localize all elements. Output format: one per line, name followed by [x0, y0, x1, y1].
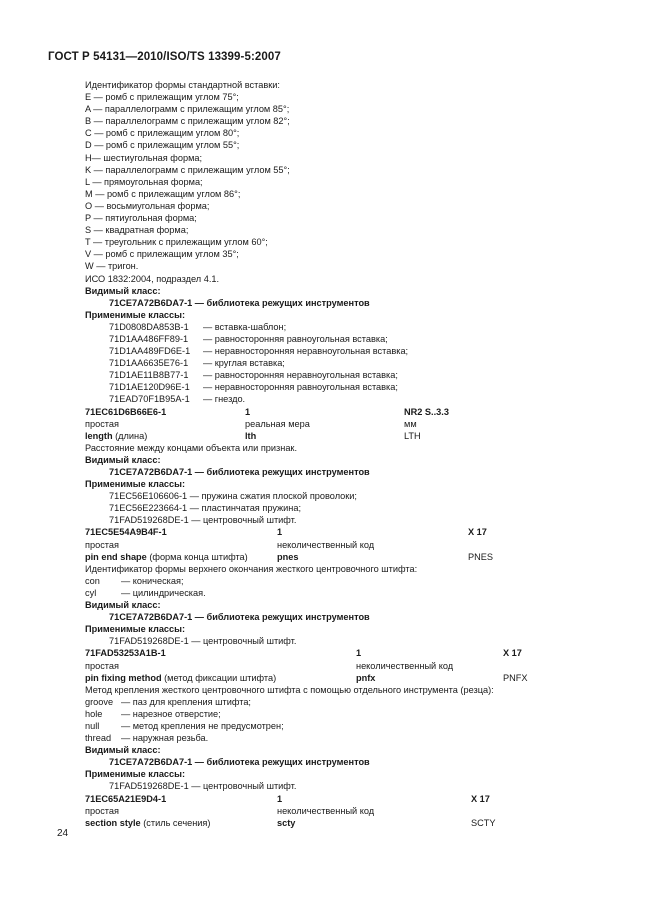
entry3-name-row [85, 672, 565, 684]
entry4-id: 71EC65A21E9D4-1 [85, 793, 167, 804]
library-line: 71CE7A72B6DA7-1 — библиотека режущих инструментов [109, 297, 370, 308]
intro-line: M — ромб с прилежащим углом 86°; [85, 188, 241, 199]
entry2-type-row [85, 539, 565, 551]
value-desc: — наружная резьба. [121, 733, 209, 744]
value-item [85, 708, 565, 720]
intro-line: L — прямоугольная форма; [85, 176, 203, 187]
intro-line: D — ромб с прилежащим углом 55°; [85, 140, 240, 151]
class-item [85, 393, 565, 405]
entry2-version: 1 [277, 527, 283, 538]
class-code: 71EAD70F1B95A-1 [109, 394, 190, 405]
class-item [85, 381, 565, 393]
entry2-name: pin end shape [85, 551, 147, 562]
class-code: 71D1AA489FD6E-1 [109, 346, 191, 357]
entry1-type-row [85, 418, 565, 430]
class-desc: — круглая вставка; [203, 358, 285, 369]
entry1-symbol: lth [245, 430, 257, 441]
entry1-header [85, 406, 565, 418]
visible-class-label: Видимый класс: [85, 285, 161, 296]
entry4-name: section style [85, 817, 141, 828]
entry1-kind: реальная мера [245, 418, 310, 429]
value-item [85, 732, 565, 744]
visible-class-label: Видимый класс: [85, 454, 161, 465]
entry1-format: NR2 S..3.3 [404, 406, 449, 417]
entry1-definition: Расстояние между концами объекта или признак. [85, 442, 298, 453]
intro-line: H— шестиугольная форма; [85, 152, 203, 163]
class-item [85, 333, 565, 345]
entry2-id: 71EC5E54A9B4F-1 [85, 527, 167, 538]
intro-line: S — квадратная форма; [85, 225, 189, 236]
library-line: 71CE7A72B6DA7-1 — библиотека режущих инструментов [109, 467, 370, 477]
intro-line: T — треугольник с прилежащим углом 60°; [85, 237, 268, 248]
class-desc: — равносторонняя неравноугольная вставка; [203, 370, 398, 381]
class-item [85, 369, 565, 381]
entry1-symbol2: LTH [404, 430, 421, 441]
value-desc: — паз для крепления штифта; [121, 696, 251, 707]
class-item [85, 321, 565, 333]
visible-class-label: Видимый класс: [85, 600, 161, 611]
page-number: 24 [57, 828, 69, 839]
intro-line: K — параллелограмм с прилежащим углом 55°; [85, 164, 290, 175]
intro-line: P — пятиугольная форма; [85, 213, 197, 224]
intro-line: Идентификатор формы стандартной вставки: [85, 80, 280, 90]
value-desc: — цилиндрическая. [121, 587, 206, 598]
class-item: 71EC56E106606-1 — пружина сжатия плоской проволоки; [109, 491, 357, 502]
applicable-classes-label: Применимые классы: [85, 479, 186, 490]
entry3-name-ru: (метод фиксации штифта) [161, 672, 277, 683]
value-code: hole [85, 708, 103, 719]
value-item [85, 720, 565, 732]
document-header: ГОСТ Р 54131—2010/ISO/TS 13399-5:2007 [48, 51, 281, 63]
entry4-version: 1 [277, 793, 283, 804]
entry4-name-row [85, 817, 565, 829]
value-desc: — метод крепления не предусмотрен; [121, 720, 284, 731]
entry4-symbol: scty [277, 817, 296, 828]
entry1-version: 1 [245, 406, 251, 417]
entry3-symbol2: PNFX [503, 672, 528, 683]
applicable-classes-label: Применимые классы: [85, 309, 186, 320]
entry4-format: X 17 [471, 793, 490, 804]
intro-line: A — параллелограмм с прилежащим углом 85°; [85, 104, 290, 115]
intro-line: B — параллелограмм с прилежащим углом 82°; [85, 116, 290, 127]
entry3-type-row [85, 660, 565, 672]
entry1-type: простая [85, 418, 119, 429]
intro-line: W — тригон. [85, 261, 139, 272]
class-desc: — равносторонняя равноугольная вставка; [203, 333, 388, 344]
entry2-symbol2: PNES [468, 551, 494, 562]
entry3-definition: Метод крепления жесткого центровочного штифта с помощью отдельного инструмента (резца): [85, 684, 494, 695]
entry2-kind: неколичественный код [277, 539, 375, 550]
applicable-classes-label: Применимые классы: [85, 624, 186, 635]
intro-line: ИСО 1832:2004, подраздел 4.1. [85, 273, 220, 284]
applicable-classes-list [85, 321, 565, 406]
class-desc: — неравносторонняя неравноугольная вставка; [203, 346, 409, 357]
value-code: null [85, 720, 100, 731]
library-line: 71CE7A72B6DA7-1 — библиотека режущих инструментов [109, 757, 370, 768]
entry3-id: 71FAD53253A1B-1 [85, 648, 166, 659]
intro-line: E — ромб с прилежащим углом 75°; [85, 92, 239, 103]
entry1-name-row [85, 430, 565, 442]
value-item [85, 587, 565, 599]
entry2-name-ru: (форма конца штифта) [146, 551, 248, 562]
value-desc: — коническая; [121, 575, 184, 586]
entry1-unit: мм [404, 418, 417, 429]
value-code: cyl [85, 587, 97, 598]
entry3-version: 1 [356, 648, 362, 659]
entry4-symbol2: SCTY [471, 817, 496, 828]
value-code: groove [85, 696, 114, 707]
intro-list [85, 79, 565, 285]
applicable-classes-label: Применимые классы: [85, 769, 186, 780]
entry4-name-ru: (стиль сечения) [140, 817, 211, 828]
visible-class-label: Видимый класс: [85, 745, 161, 756]
entry4-type-row [85, 805, 565, 817]
class-item: 71EC56E223664-1 — пластинчатая пружина; [109, 503, 302, 514]
intro-line: V — ромб с прилежащим углом 35°; [85, 249, 239, 260]
entry3-type: простая [85, 660, 119, 671]
entry4-header [85, 793, 565, 805]
class-code: 71D0808DA853B-1 [109, 321, 189, 332]
class-code: 71D1AA486FF89-1 [109, 333, 189, 344]
entry3-kind: неколичественный код [356, 660, 454, 671]
entry3-symbol: pnfx [356, 672, 376, 683]
class-code: 71D1AE120D96E-1 [109, 382, 190, 393]
entry4-kind: неколичественный код [277, 805, 375, 816]
class-code: 71D1AE11B8B77-1 [109, 370, 189, 381]
value-code: con [85, 575, 100, 586]
entry3-header [85, 647, 565, 659]
intro-line: O — восьмиугольная форма; [85, 200, 210, 211]
entry2-definition: Идентификатор формы верхнего окончания жесткого центровочного штифта: [85, 563, 418, 574]
class-code: 71D1AA6635E76-1 [109, 358, 189, 369]
entry1-name-ru: (длина) [112, 430, 148, 441]
class-item: 71FAD519268DE-1 — центровочный штифт. [109, 781, 297, 792]
value-code: thread [85, 733, 112, 744]
class-item: 71FAD519268DE-1 — центровочный штифт. [109, 515, 297, 526]
class-item: 71FAD519268DE-1 — центровочный штифт. [109, 636, 297, 647]
entry1-id: 71EC61D6B66E6-1 [85, 406, 167, 417]
class-item [85, 345, 565, 357]
value-desc: — нарезное отверстие; [121, 708, 221, 719]
value-item [85, 575, 565, 587]
library-line: 71CE7A72B6DA7-1 — библиотека режущих инструментов [109, 612, 370, 623]
intro-line: C — ромб с прилежащим углом 80°; [85, 128, 240, 139]
class-desc: — вставка-шаблон; [203, 321, 287, 332]
class-desc: — гнездо. [203, 394, 246, 405]
entry1-name: length [85, 430, 113, 441]
value-item [85, 696, 565, 708]
page-content [85, 79, 565, 829]
entry2-format: X 17 [468, 527, 487, 538]
entry2-name-row [85, 551, 565, 563]
class-desc: — неравносторонняя равноугольная вставка; [203, 382, 398, 393]
entry3-name: pin fixing method [85, 672, 162, 683]
entry2-symbol: pnes [277, 551, 299, 562]
entry2-header [85, 526, 565, 538]
entry3-format: X 17 [503, 648, 522, 659]
entry4-type: простая [85, 805, 119, 816]
class-item [85, 357, 565, 369]
entry2-type: простая [85, 539, 119, 550]
